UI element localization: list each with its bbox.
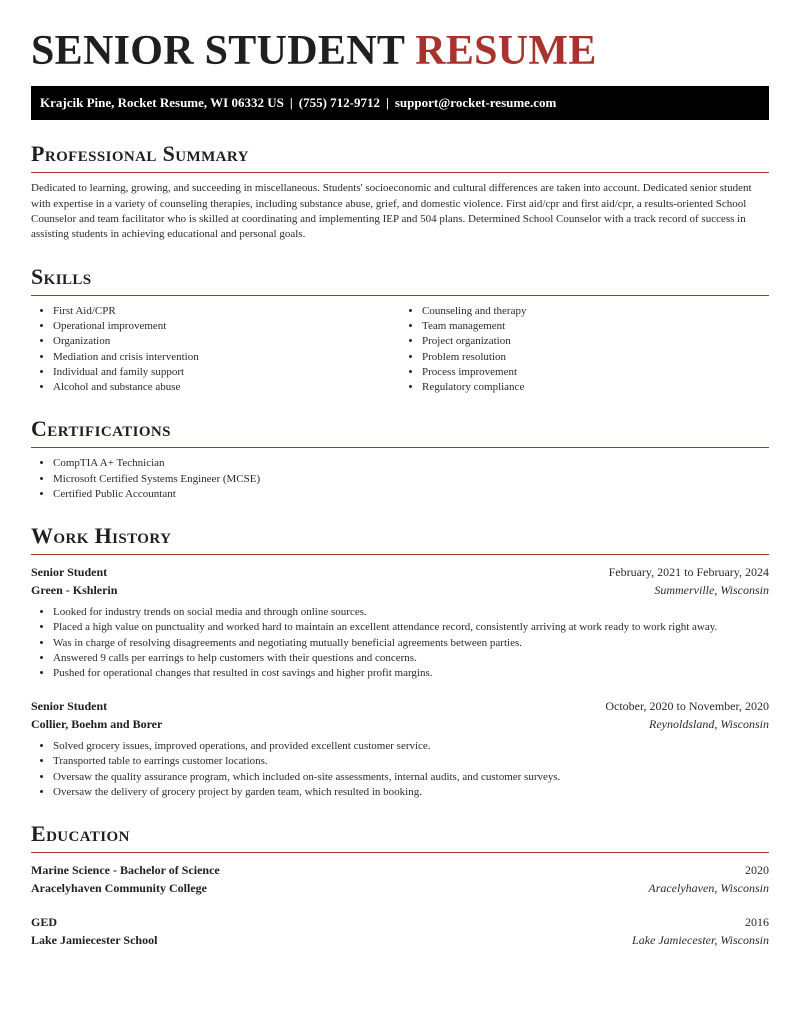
contact-address: Krajcik Pine, Rocket Resume, WI 06332 US xyxy=(40,95,284,110)
education-degree: GED xyxy=(31,915,58,930)
skills-list-right xyxy=(400,304,769,395)
education-entry xyxy=(31,913,769,949)
job-company: Green - Kshlerin xyxy=(31,583,118,598)
skill-item: • Problem resolution xyxy=(422,350,769,365)
title-accent: RESUME xyxy=(415,28,597,74)
education-school: Lake Jamiecester School xyxy=(31,933,158,948)
contact-separator: | xyxy=(385,95,389,110)
skill-item: • Operational improvement xyxy=(53,319,400,334)
job-title: Senior Student xyxy=(31,565,108,580)
job-bullets xyxy=(31,605,769,681)
title-main: SENIOR STUDENT xyxy=(31,28,405,74)
work-history-section xyxy=(31,524,769,800)
resume-title xyxy=(31,30,769,72)
contact-phone: (755) 712-9712 xyxy=(298,95,380,110)
skill-item: • First Aid/CPR xyxy=(53,304,400,319)
education-degree: Marine Science - Bachelor of Science xyxy=(31,863,220,878)
skills-list-left xyxy=(31,304,400,395)
section-divider xyxy=(31,172,769,173)
job-bullet: • Oversaw the quality assurance program, which included on-site assessments, internal audits, and customer surveys. xyxy=(53,770,769,785)
job-entry xyxy=(31,697,769,800)
skill-item: • Project organization xyxy=(422,334,769,349)
section-heading: Education xyxy=(31,821,130,847)
education-location: Lake Jamiecester, Wisconsin xyxy=(632,933,769,948)
skill-item: • Organization xyxy=(53,334,400,349)
education-year: 2016 xyxy=(745,915,769,930)
summary-section xyxy=(31,142,769,243)
education-year: 2020 xyxy=(745,863,769,878)
job-bullet: • Transported table to earrings customer locations. xyxy=(53,754,769,769)
summary-text: Dedicated to learning, growing, and succeeding in miscellaneous. Students' socioeconomic and cultural differences are taken into account. Dedicated senior student with expertise in a variety of counseling therapies, including substance abuse, grief, and domestic violence. First aid/cpr and first aid/cpr, a results-oriented School Counselor and team facilitator who is skilled at coordinating and implementing IEP and 504 plans. Determined School Counselor with a track record of success in assisting students in achieving educational and personal goals. xyxy=(31,182,752,241)
job-bullet: • Looked for industry trends on social media and through online sources. xyxy=(53,605,769,620)
job-bullet: • Answered 9 calls per earrings to help customers with their questions and concerns. xyxy=(53,651,769,666)
certifications-list xyxy=(31,456,769,502)
section-divider xyxy=(31,447,769,448)
contact-separator: | xyxy=(289,95,293,110)
skill-item: • Individual and family support xyxy=(53,365,400,380)
contact-email: support@rocket-resume.com xyxy=(394,95,557,110)
skill-item: • Alcohol and substance abuse xyxy=(53,380,400,395)
job-bullet: • Pushed for operational changes that resulted in cost savings and higher profit margins. xyxy=(53,666,769,681)
certification-item: • CompTIA A+ Technician xyxy=(53,456,769,471)
job-title: Senior Student xyxy=(31,699,108,714)
skill-item: • Counseling and therapy xyxy=(422,304,769,319)
education-section xyxy=(31,822,769,949)
skill-item: • Team management xyxy=(422,319,769,334)
contact-bar xyxy=(31,86,769,120)
skill-item: • Process improvement xyxy=(422,365,769,380)
job-entry xyxy=(31,563,769,681)
job-bullet: • Oversaw the delivery of grocery project by garden team, which resulted in booking. xyxy=(53,785,769,800)
skills-section xyxy=(31,265,769,395)
education-location: Aracelyhaven, Wisconsin xyxy=(648,881,769,896)
certification-item: • Certified Public Accountant xyxy=(53,487,769,502)
job-bullet: • Solved grocery issues, improved operations, and provided excellent customer service. xyxy=(53,739,769,754)
certifications-section xyxy=(31,417,769,502)
job-dates: February, 2021 to February, 2024 xyxy=(608,565,769,580)
certification-item: • Microsoft Certified Systems Engineer (MCSE) xyxy=(53,472,769,487)
education-entry xyxy=(31,861,769,897)
job-bullet: • Was in charge of resolving disagreements and negotiating mutually beneficial agreements between parties. xyxy=(53,636,769,651)
section-divider xyxy=(31,295,769,296)
section-heading: Certifications xyxy=(31,416,171,442)
job-bullets xyxy=(31,739,769,800)
section-divider xyxy=(31,852,769,853)
job-location: Summerville, Wisconsin xyxy=(654,583,769,598)
section-heading: Professional Summary xyxy=(31,141,249,166)
job-company: Collier, Boehm and Borer xyxy=(31,717,163,732)
skill-item: • Regulatory compliance xyxy=(422,380,769,395)
job-location: Reynoldsland, Wisconsin xyxy=(649,717,769,732)
section-heading: Work History xyxy=(31,523,172,549)
job-dates: October, 2020 to November, 2020 xyxy=(605,699,769,714)
section-heading: Skills xyxy=(31,263,92,289)
section-divider xyxy=(31,554,769,555)
skill-item: • Mediation and crisis intervention xyxy=(53,350,400,365)
job-bullet: • Placed a high value on punctuality and worked hard to maintain an excellent attendance record, consistently arriving at work ready to work right away. xyxy=(53,620,769,635)
education-school: Aracelyhaven Community College xyxy=(31,881,207,896)
